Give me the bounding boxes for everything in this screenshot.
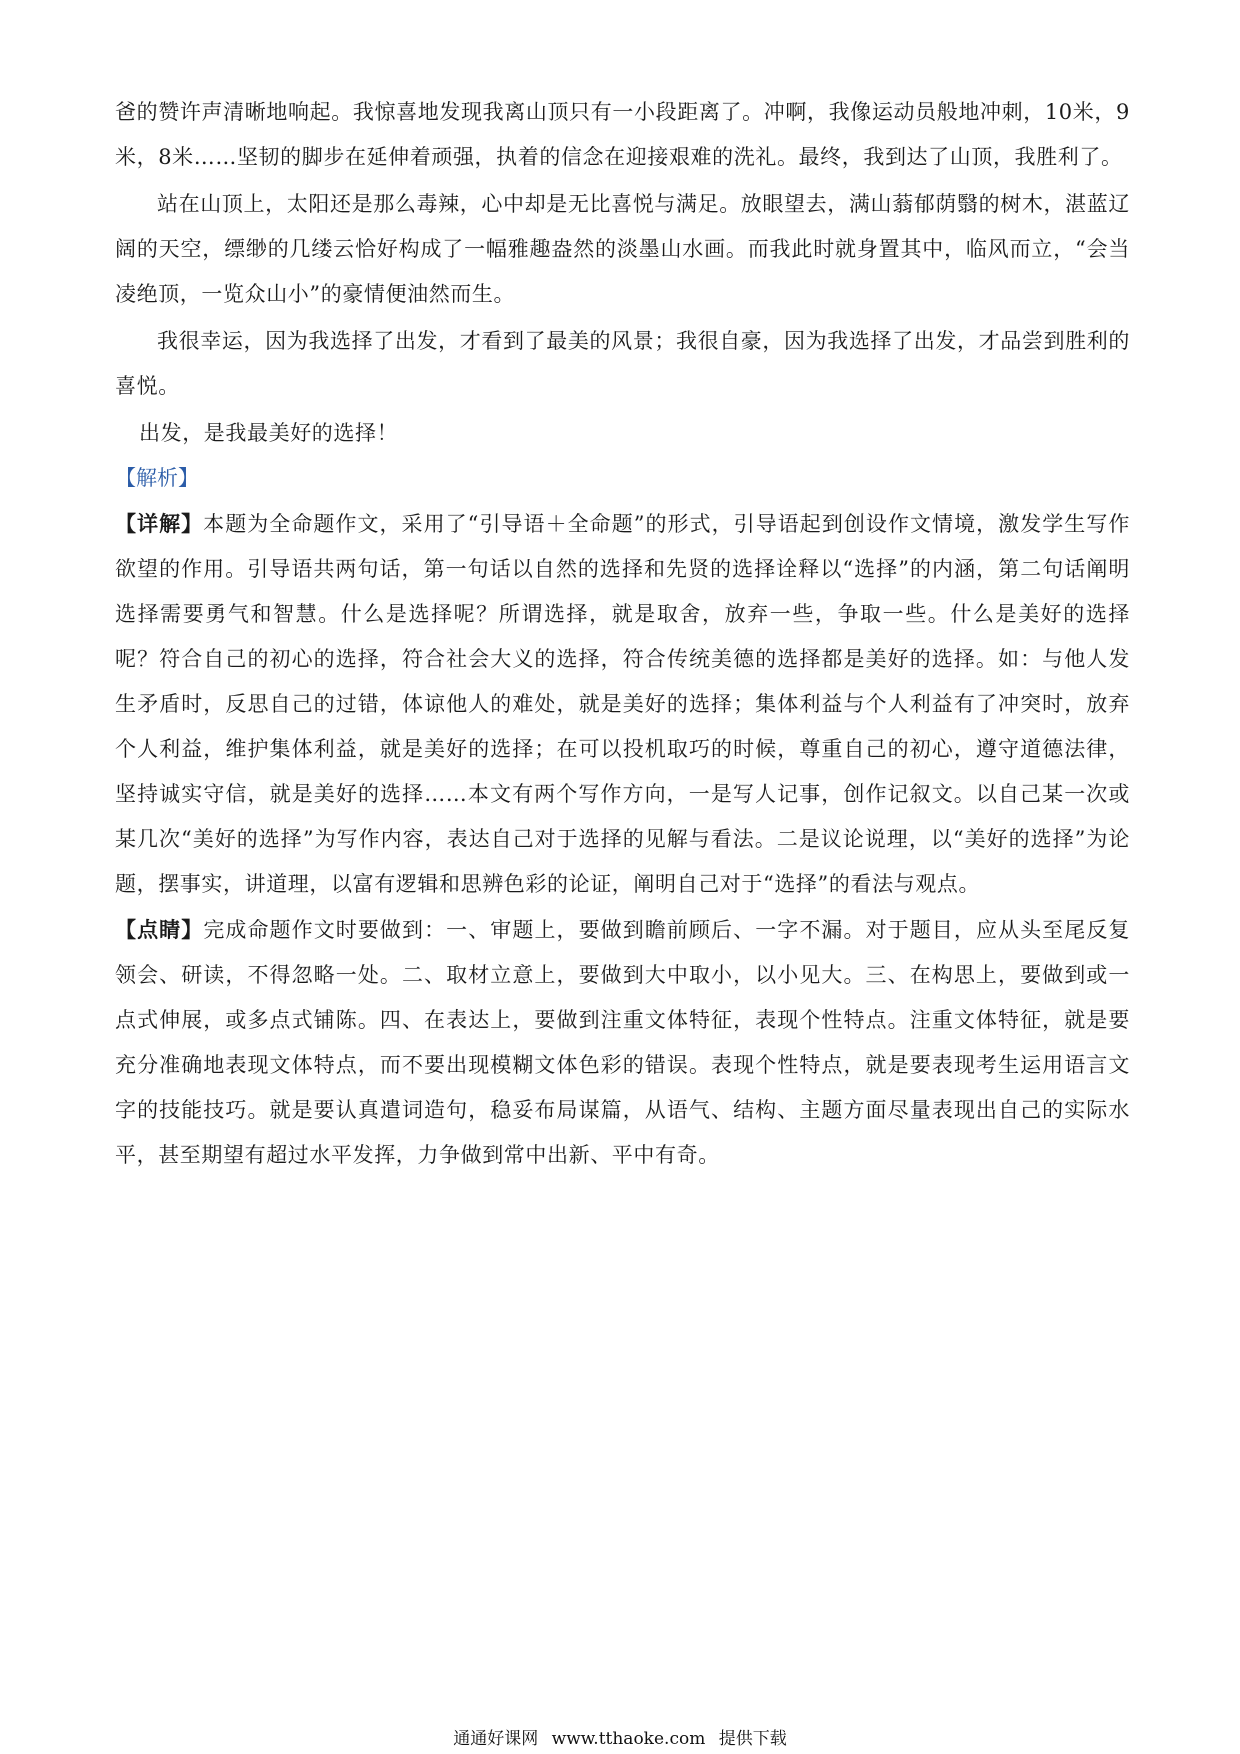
essay-paragraph-lucky: 我很幸运，因为我选择了出发，才看到了最美的风景；我很自豪，因为我选择了出发，才品尝到胜利的喜悦。 xyxy=(115,329,1130,398)
footer-site-name: 通通好课网 xyxy=(453,1729,539,1749)
page-footer xyxy=(0,1728,1240,1750)
tip-text: 完成命题作文时要做到：一、审题上，要做到瞻前顾后、一字不漏。对于题目，应从头至尾反复领会、研读，不得忽略一处。二、取材立意上，要做到大中取小，以小见大。三、在构思上，要做到或一点式伸展，或多点式铺陈。四、在表达上，要做到注重文体特征，表现个性特点。注重文体特征，就是要充分准确地表现文体特点，而不要出现模糊文体色彩的错误。表现个性特点，就是要表现考生运用语言文字的技能技巧。就是要认真遣词造句，稳妥布局谋篇，从语气、结构、主题方面尽量表现出自己的实际水平，甚至期望有超过水平发挥，力争做到常中出新、平中有奇。 xyxy=(115,918,1130,1167)
detail-text: 本题为全命题作文，采用了“引导语＋全命题”的形式，引导语起到创设作文情境，激发学生写作欲望的作用。引导语共两句话，第一句话以自然的选择和先贤的选择诠释以“选择”的内涵，第二句话阐明选择需要勇气和智慧。什么是选择呢？所谓选择，就是取舍，放弃一些，争取一些。什么是美好的选择呢？符合自己的初心的选择，符合社会大义的选择，符合传统美德的选择都是美好的选择。如：与他人发生矛盾时，反思自己的过错，体谅他人的难处，就是美好的选择；集体利益与个人利益有了冲突时，放弃个人利益，维护集体利益，就是美好的选择；在可以投机取巧的时候，尊重自己的初心，遵守道德法律，坚持诚实守信，就是美好的选择……本文有两个写作方向，一是写人记事，创作记叙文。以自己某一次或某几次“美好的选择”为写作内容，表达自己对于选择的见解与看法。二是议论说理，以“美好的选择”为论题，摆事实，讲道理，以富有逻辑和思辨色彩的论证，阐明自己对于“选择”的看法与观点。 xyxy=(115,512,1130,896)
tip-tag: 【点睛】 xyxy=(115,917,204,942)
essay-paragraph-summit: 站在山顶上，太阳还是那么毒辣，心中却是无比喜悦与满足。放眼望去，满山蓊郁荫翳的树木，湛蓝辽阔的天空，缥缈的几缕云恰好构成了一幅雅趣盎然的淡墨山水画。而我此时就身置其中，临风而立，“会当凌绝顶，一览众山小”的豪情便油然而生。 xyxy=(115,192,1130,306)
analysis-label: 【解析】 xyxy=(115,466,199,490)
analysis-tip-paragraph xyxy=(115,907,1130,1178)
footer-suffix: 提供下载 xyxy=(718,1729,787,1749)
analysis-detail-paragraph xyxy=(115,501,1130,907)
footer-site-url[interactable]: www.tthaoke.com xyxy=(551,1729,706,1749)
essay-paragraph-closing: 出发，是我最美好的选择！ xyxy=(139,421,399,445)
document-body xyxy=(115,90,1130,1178)
detail-tag: 【详解】 xyxy=(115,511,204,536)
essay-paragraph-continued: 爸的赞许声清晰地响起。我惊喜地发现我离山顶只有一小段距离了。冲啊，我像运动员般地冲刺，10米，9米，8米……坚韧的脚步在延伸着顽强，执着的信念在迎接艰难的洗礼。最终，我到达了山顶，我胜利了。 xyxy=(115,100,1130,169)
